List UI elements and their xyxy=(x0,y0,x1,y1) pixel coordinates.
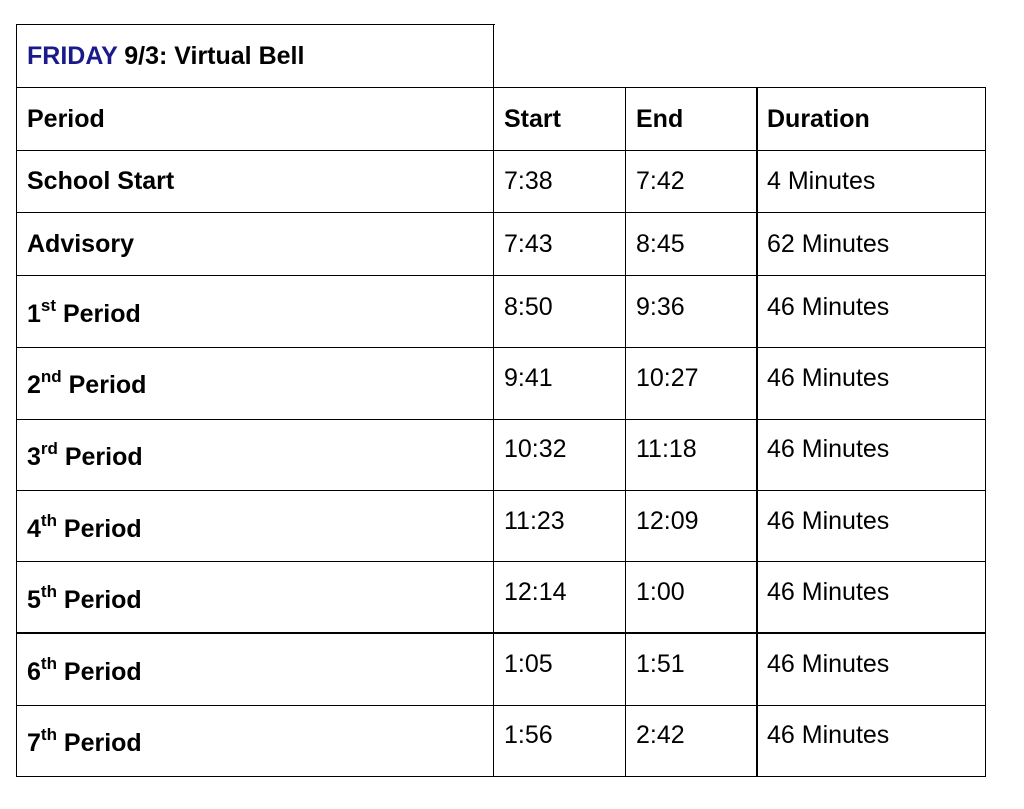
row-end-time: 1:00 xyxy=(636,578,685,606)
period-name-tail: Period xyxy=(61,371,147,399)
row-divider xyxy=(16,705,986,706)
period-name-text: 4 xyxy=(27,515,41,543)
row-start-time: 7:38 xyxy=(504,167,553,195)
period-ordinal-suffix: th xyxy=(40,724,57,744)
row-start-time: 10:32 xyxy=(504,435,567,463)
row-duration: 46 Minutes xyxy=(767,364,890,392)
title-day: FRIDAY xyxy=(27,42,118,70)
row-start-time: 1:56 xyxy=(504,721,553,749)
title-right-border xyxy=(493,24,494,88)
row-duration: 4 Minutes xyxy=(767,167,876,195)
period-name-tail: Period xyxy=(56,515,142,543)
row-duration: 46 Minutes xyxy=(767,578,890,606)
period-ordinal-suffix: nd xyxy=(40,366,62,386)
col-divider-duration xyxy=(756,87,758,777)
row-start-time: 12:14 xyxy=(504,578,567,606)
row-duration: 46 Minutes xyxy=(767,650,890,678)
row-period-name xyxy=(16,653,142,687)
row-end-time: 7:42 xyxy=(636,167,685,195)
period-ordinal-suffix: th xyxy=(40,653,57,673)
period-name-text: 6 xyxy=(27,658,41,686)
period-name-tail: Period xyxy=(56,586,142,614)
row-start-time: 11:23 xyxy=(504,507,565,535)
row-divider-thick xyxy=(16,632,986,634)
table-left-border xyxy=(16,87,17,777)
period-ordinal-suffix: th xyxy=(40,510,57,530)
table-bottom-border xyxy=(16,776,986,777)
header-end: End xyxy=(636,105,684,133)
row-duration: 46 Minutes xyxy=(767,507,890,535)
title-left-border xyxy=(16,24,17,88)
period-name-tail: Period xyxy=(56,729,142,757)
period-ordinal-suffix: rd xyxy=(40,438,58,458)
row-period-name xyxy=(16,366,147,400)
table-title xyxy=(16,41,304,71)
row-divider xyxy=(16,419,986,420)
row-period-name xyxy=(16,581,142,615)
row-divider xyxy=(16,150,986,151)
row-end-time: 2:42 xyxy=(636,721,685,749)
header-top-border xyxy=(16,87,986,88)
row-end-time: 11:18 xyxy=(636,435,697,463)
row-start-time: 1:05 xyxy=(504,650,553,678)
row-end-time: 10:27 xyxy=(636,364,699,392)
row-divider xyxy=(16,347,986,348)
period-name-tail: Period xyxy=(57,443,143,471)
row-start-time: 8:50 xyxy=(504,293,553,321)
row-divider xyxy=(16,212,986,213)
row-divider xyxy=(16,275,986,276)
table-right-border xyxy=(985,87,986,777)
header-period: Period xyxy=(27,105,105,133)
row-period-name xyxy=(16,295,141,329)
row-period-name xyxy=(16,166,174,196)
row-end-time: 1:51 xyxy=(636,650,685,678)
row-duration: 46 Minutes xyxy=(767,435,890,463)
period-name-text: School Start xyxy=(27,167,175,195)
row-end-time: 9:36 xyxy=(636,293,685,321)
row-period-name xyxy=(16,724,142,758)
col-divider-start xyxy=(493,87,494,777)
period-name-text: 3 xyxy=(27,443,41,471)
row-end-time: 12:09 xyxy=(636,507,699,535)
row-start-time: 7:43 xyxy=(504,230,553,258)
header-start: Start xyxy=(504,105,561,133)
row-end-time: 8:45 xyxy=(636,230,685,258)
title-top-border xyxy=(16,24,495,25)
row-divider xyxy=(16,561,986,562)
title-rest: 9/3: Virtual Bell xyxy=(117,42,305,70)
row-duration: 46 Minutes xyxy=(767,293,890,321)
row-start-time: 9:41 xyxy=(504,364,553,392)
row-period-name xyxy=(16,510,142,544)
row-period-name xyxy=(16,438,143,472)
row-period-name xyxy=(16,229,134,259)
period-ordinal-suffix: st xyxy=(40,295,57,315)
row-duration: 62 Minutes xyxy=(767,230,890,258)
row-divider xyxy=(16,490,986,491)
period-name-text: Advisory xyxy=(27,230,134,258)
col-divider-end xyxy=(625,87,626,777)
period-name-text: 1 xyxy=(27,300,41,328)
period-ordinal-suffix: th xyxy=(40,581,57,601)
period-name-tail: Period xyxy=(56,658,142,686)
row-duration: 46 Minutes xyxy=(767,721,890,749)
period-name-text: 5 xyxy=(27,586,41,614)
period-name-text: 2 xyxy=(27,371,41,399)
header-duration: Duration xyxy=(767,105,870,133)
period-name-text: 7 xyxy=(27,729,41,757)
period-name-tail: Period xyxy=(56,300,141,328)
